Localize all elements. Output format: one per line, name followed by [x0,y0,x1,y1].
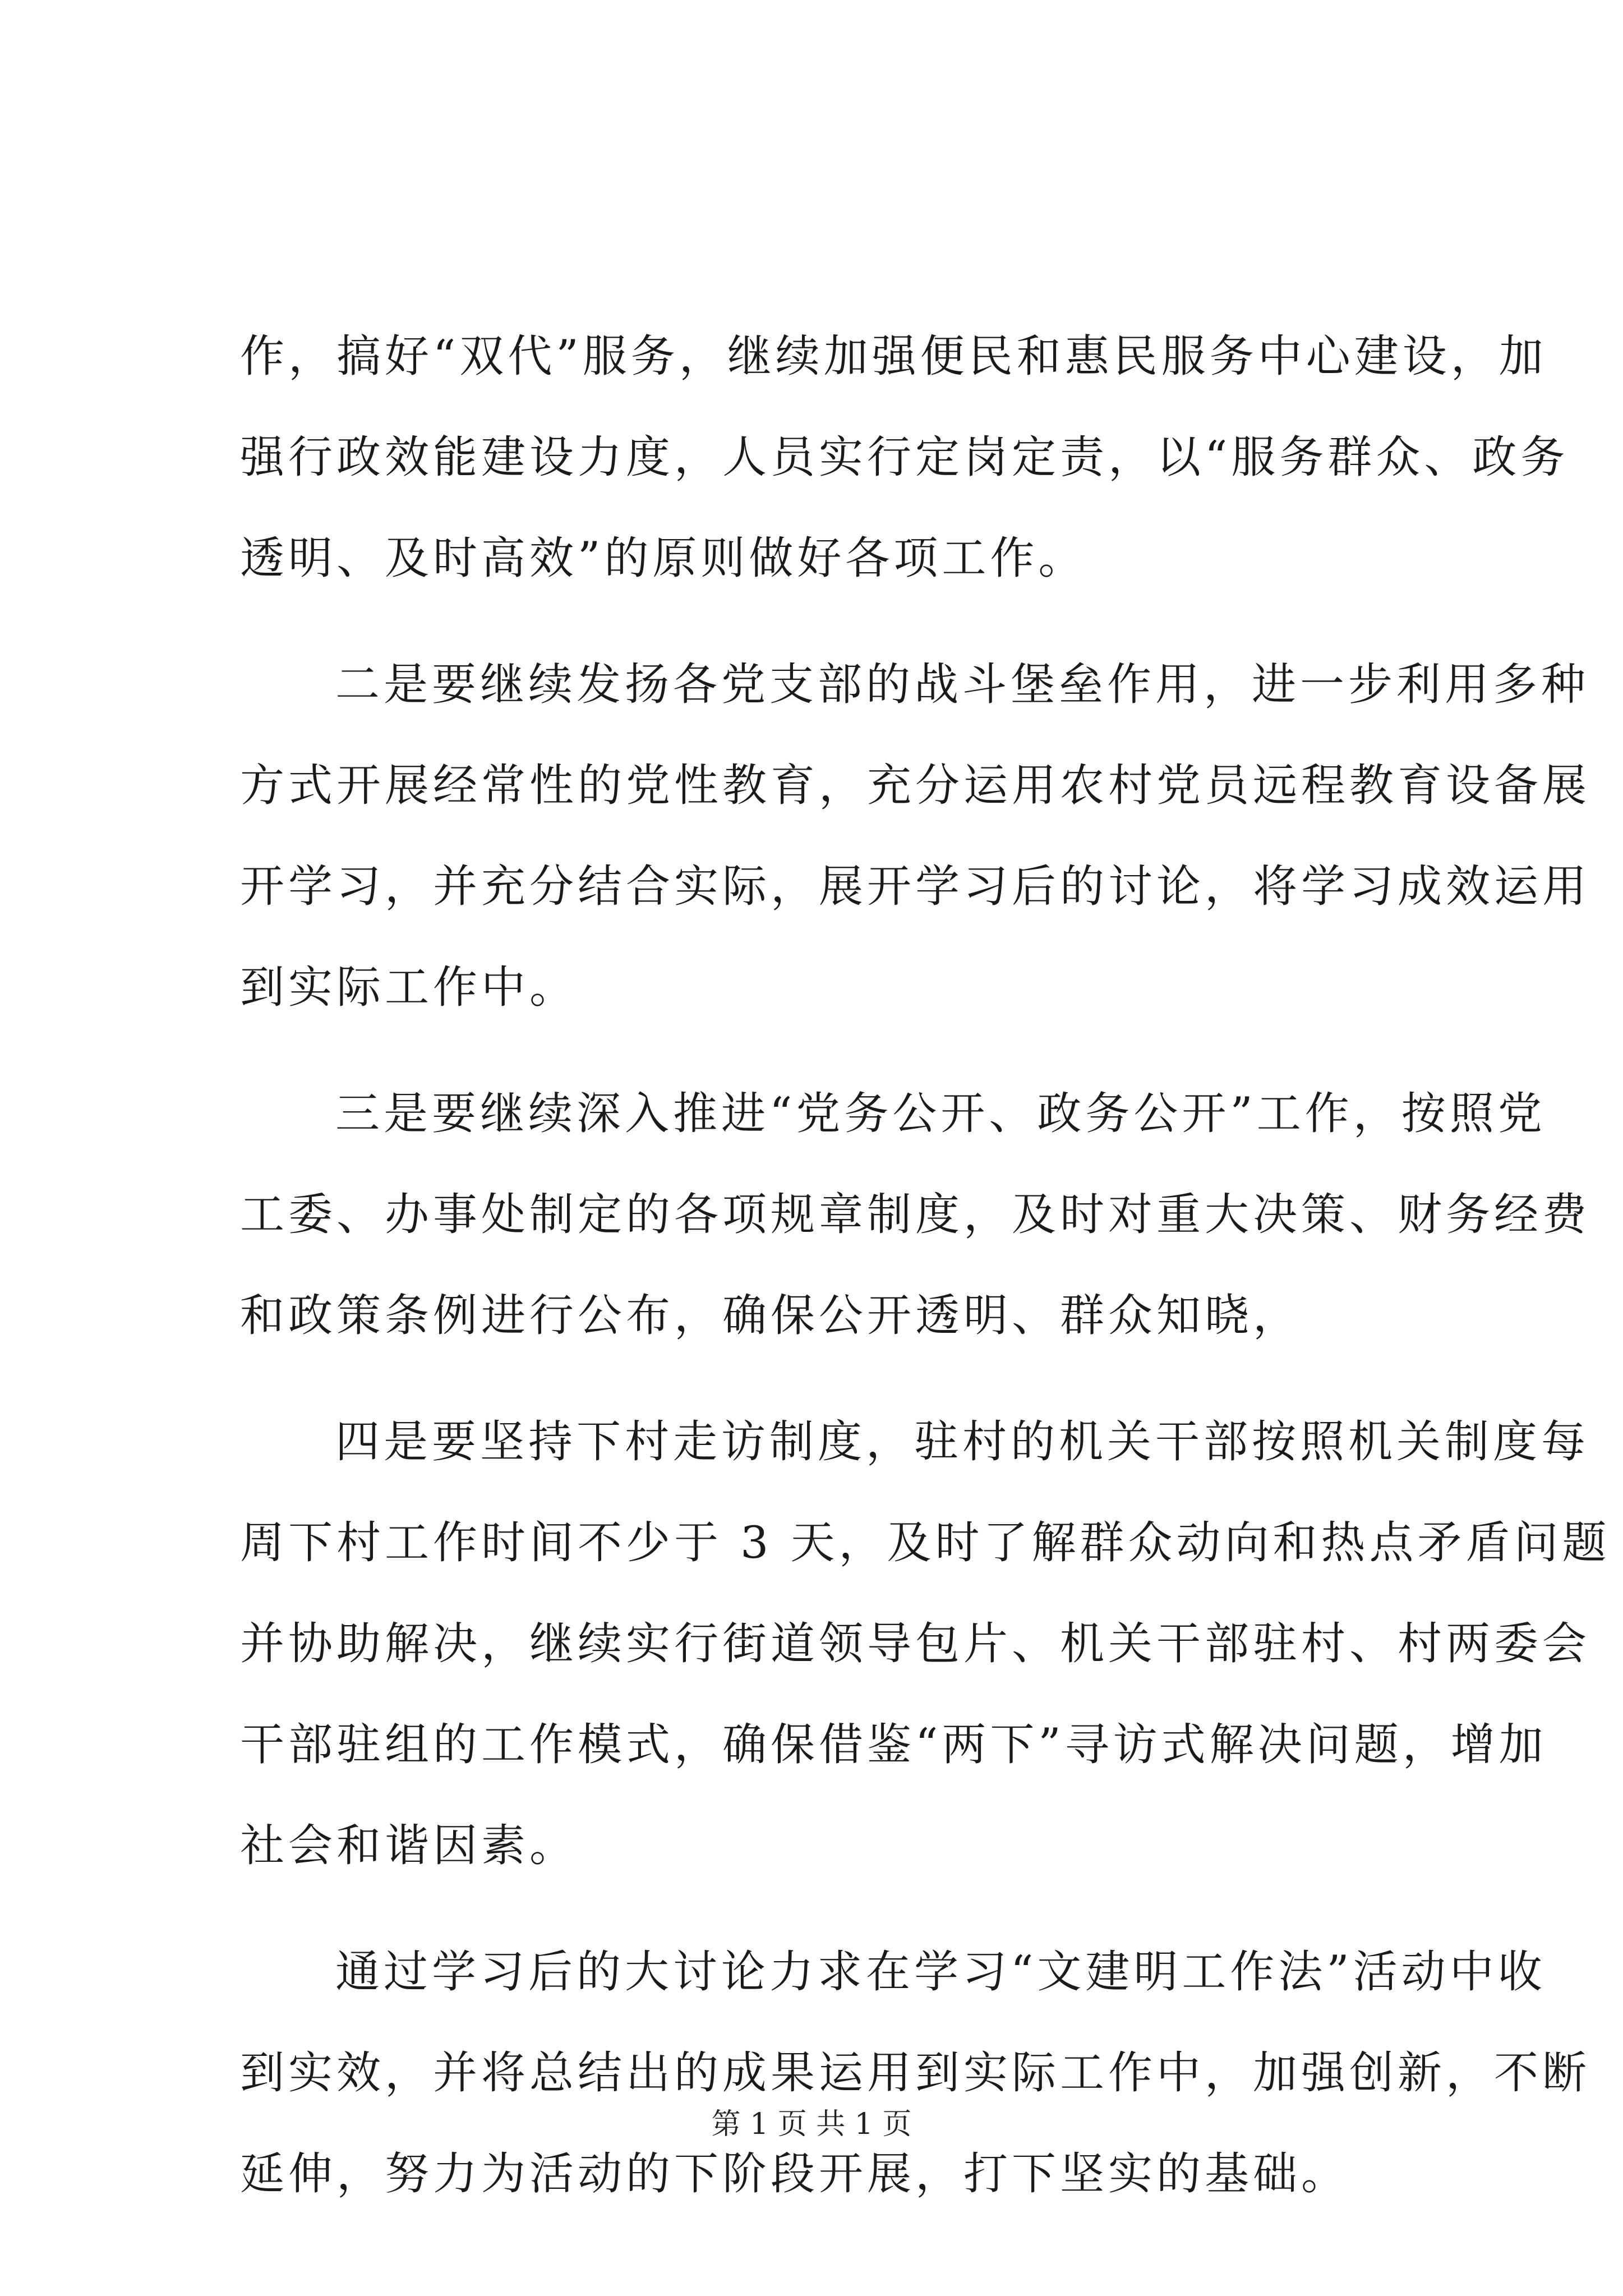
text-line: 三是要继续深入推进“党务公开、政务公开”工作，按照党 [335,1088,1546,1139]
paragraph [240,1921,1590,2224]
text-line: 通过学习后的大讨论力求在学习“文建明工作法”活动中收 [335,1946,1546,1998]
text-line: 开学习，并充分结合实际，展开学习后的讨论，将学习成效运用 [240,861,1590,912]
text-line: 透明、及时高效”的原则做好各项工作。 [240,532,1087,584]
text-line: 二是要继续发扬各党支部的战斗堡垒作用，进一步利用多种 [335,659,1589,710]
text-line: 工委、办事处制定的各项规章制度，及时对重大决策、财务经费 [240,1189,1590,1240]
text-line: 到实效，并将总结出的成果运用到实际工作中，加强创新，不断 [240,2047,1590,2099]
text-line: 和政策条例进行公布，确保公开透明、群众知晓， [240,1290,1301,1341]
text-line: 干部驻组的工作模式，确保借鉴“两下”寻访式解决问题，增加 [240,1719,1547,1770]
text-line: 到实际工作中。 [240,961,578,1013]
page-number-footer: 第 1 页 共 1 页 [711,2108,912,2141]
text-line: 社会和谐因素。 [240,1820,578,1871]
paragraph [240,306,1569,609]
text-line: 强行政效能建设力度，人员实行定岗定责，以“服务群众、政务 [240,431,1569,483]
paragraph [240,634,1590,1038]
text-line: 周下村工作时间不少于 3 天，及时了解群众动向和热点矛盾问题 [240,1517,1611,1568]
text-line: 并协助解决，继续实行街道领导包片、机关干部驻村、村两委会 [240,1618,1590,1669]
paragraph [240,1063,1590,1366]
paragraph [240,1391,1611,1896]
text-line: 作，搞好“双代”服务，继续加强便民和惠民服务中心建设，加 [240,330,1547,382]
text-line: 四是要坚持下村走访制度，驻村的机关干部按照机关制度每 [335,1416,1589,1467]
text-line: 延伸，努力为活动的下阶段开展，打下坚实的基础。 [240,2148,1349,2200]
text-line: 方式开展经常性的党性教育，充分运用农村党员远程教育设备展 [240,760,1590,811]
document-body [240,306,1611,2224]
